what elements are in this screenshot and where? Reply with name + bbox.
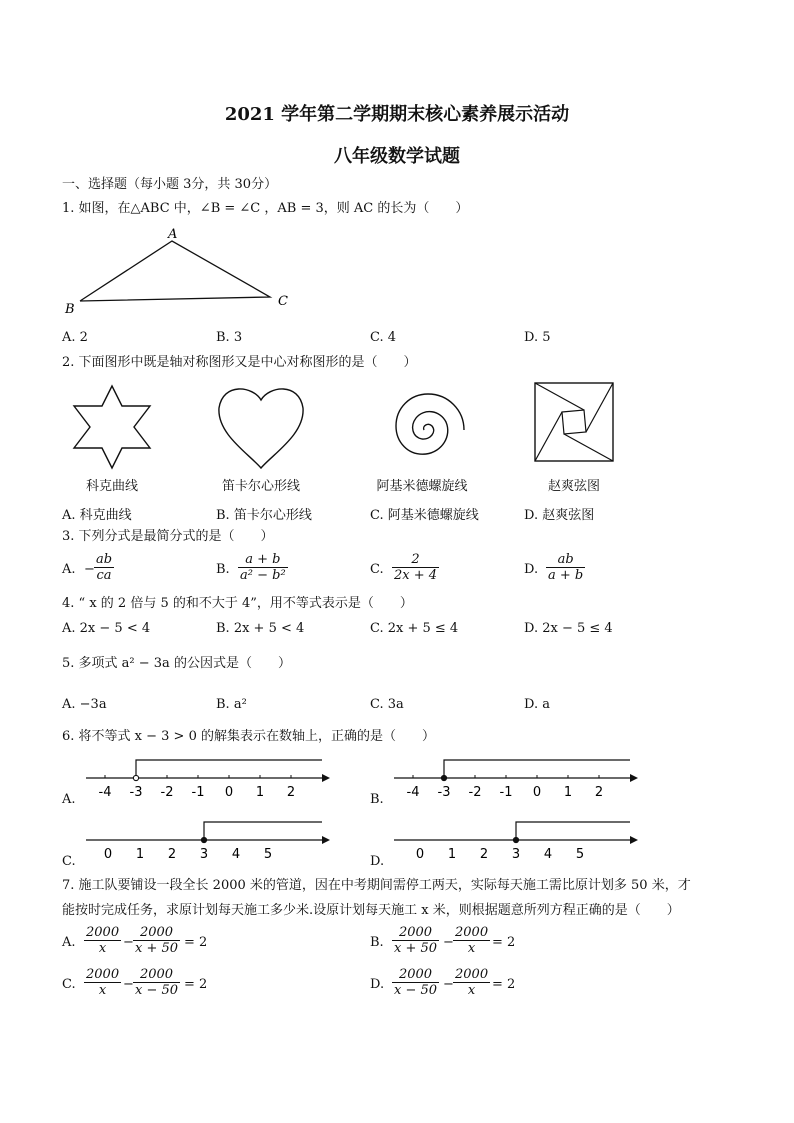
q7-letter-d: D. (370, 977, 385, 992)
tick-label: -3 (437, 785, 451, 800)
q7-c-den2: x − 50 (135, 983, 179, 998)
q7-d-equals: = 2 (492, 977, 516, 992)
q7-c-frac2 (133, 967, 180, 998)
q7-b-frac1 (392, 925, 439, 956)
q6-letter-a: A. (62, 792, 76, 807)
tick-label: 0 (103, 847, 113, 862)
q7-d-minus: − (443, 977, 454, 992)
q4-option-b: B. 2x + 5 < 4 (216, 621, 305, 636)
page-title: 2021 学年第二学期期末核心素养展示活动 (224, 104, 570, 125)
q1-option-d: D. 5 (524, 330, 551, 345)
question-2-stem: 2. 下面图形中既是轴对称图形又是中心对称图形的是（ ） (62, 355, 417, 370)
q2-option-b: B. 笛卡尔心形线 (216, 508, 312, 523)
q7-b-minus: − (443, 935, 454, 950)
q3-a-numerator: ab (96, 552, 113, 567)
tick-label: 0 (224, 785, 234, 800)
q3-fraction-a (94, 552, 114, 583)
tick-label: 2 (479, 847, 489, 862)
tick-label: 1 (563, 785, 573, 800)
q6-letter-d: D. (370, 854, 385, 869)
q5-option-b: B. a² (216, 697, 247, 712)
q7-letter-b: B. (370, 935, 384, 950)
tick-label: 1 (255, 785, 265, 800)
q3-letter-b: B. (216, 562, 230, 577)
tick-label: 2 (167, 847, 177, 862)
tick-label: 0 (415, 847, 425, 862)
question-1-stem: 1. 如图，在△ABC 中，∠B = ∠C ，AB = 3，则 AC 的长为（ ） (62, 201, 469, 216)
q4-option-d: D. 2x − 5 ≤ 4 (524, 621, 613, 636)
tick-label: -2 (468, 785, 482, 800)
tick-label: 3 (511, 847, 521, 862)
q7-a-equals: = 2 (184, 935, 208, 950)
tick-label: -2 (160, 785, 174, 800)
q3-letter-c: C. (370, 562, 384, 577)
tick-label: -3 (129, 785, 143, 800)
triangle-figure (60, 225, 300, 320)
q3-letter-d: D. (524, 562, 539, 577)
q3-fraction-d (546, 552, 585, 583)
q1-option-b: B. 3 (216, 330, 243, 345)
cardioid-figure (215, 384, 307, 470)
q4-option-a: A. 2x − 5 < 4 (62, 621, 151, 636)
zhao-shuang-figure (534, 382, 616, 464)
q3-fraction-b (238, 552, 288, 583)
q2-option-c: C. 阿基米德螺旋线 (370, 508, 479, 523)
q4-option-c: C. 2x + 5 ≤ 4 (370, 621, 459, 636)
caption-koch: 科克曲线 (85, 479, 138, 494)
number-line-d (394, 816, 644, 866)
q5-option-c: C. 3a (370, 697, 404, 712)
tick-label: 1 (447, 847, 457, 862)
q3-a-sign: − (84, 562, 95, 577)
q7-b-equals: = 2 (492, 935, 516, 950)
q7-d-num2: 2000 (455, 967, 489, 982)
tick-label: -1 (191, 785, 205, 800)
tick-label: 1 (135, 847, 145, 862)
question-3-stem: 3. 下列分式是最简分式的是（ ） (62, 529, 274, 544)
q7-a-den2: x + 50 (135, 941, 179, 956)
q3-b-denominator: a² − b² (240, 568, 286, 583)
q3-fraction-c (392, 552, 439, 583)
tick-label: -4 (406, 785, 420, 800)
q3-b-numerator: a + b (238, 552, 288, 568)
q7-letter-a: A. (62, 935, 76, 950)
q1-option-c: C. 4 (370, 330, 397, 345)
q7-c-den1: x (98, 983, 107, 998)
number-line-b (394, 754, 644, 804)
tick-label: 0 (532, 785, 542, 800)
q7-c-minus: − (123, 977, 134, 992)
q2-option-a: A. 科克曲线 (62, 508, 132, 523)
section-heading: 一、选择题（每小题 3分，共 30分） (62, 177, 278, 192)
q3-c-denominator: 2x + 4 (394, 568, 438, 583)
tick-label: 2 (286, 785, 296, 800)
caption-zhaoshuang: 赵爽弦图 (547, 479, 600, 494)
q1-option-a: A. 2 (62, 330, 88, 345)
tick-label: 4 (231, 847, 241, 862)
vertex-label-b: B (65, 302, 75, 317)
q7-a-frac1 (84, 925, 121, 956)
q3-d-numerator: ab (546, 552, 585, 568)
tick-label: 4 (543, 847, 553, 862)
q7-b-den2: x (467, 941, 476, 956)
q7-a-minus: − (123, 935, 134, 950)
vertex-label-c: C (278, 294, 288, 309)
tick-label: 5 (575, 847, 585, 862)
q5-option-d: D. a (524, 697, 550, 712)
number-line-a (86, 754, 336, 804)
q3-letter-a: A. (62, 562, 76, 577)
q7-c-num1: 2000 (86, 967, 120, 982)
q7-b-den1: x + 50 (394, 941, 438, 956)
q7-c-num2: 2000 (133, 967, 180, 983)
tick-label: -1 (499, 785, 513, 800)
q3-a-denominator: ca (96, 568, 112, 583)
question-7-stem-line2: 能按时完成任务，求原计划每天施工多少米.设原计划每天施工 x 米，则根据题意所列方程正确的是（ ） (62, 903, 680, 918)
q7-d-frac1 (392, 967, 439, 998)
question-5-stem: 5. 多项式 a² − 3a 的公因式是（ ） (62, 656, 291, 671)
q7-a-frac2 (133, 925, 180, 956)
q7-b-num2: 2000 (455, 925, 489, 940)
q6-letter-c: C. (62, 854, 76, 869)
caption-spiral: 阿基米德螺旋线 (376, 479, 468, 494)
q7-b-num1: 2000 (392, 925, 439, 941)
caption-cardioid: 笛卡尔心形线 (221, 479, 300, 494)
page-subtitle: 八年级数学试题 (334, 146, 460, 167)
q7-a-den1: x (98, 941, 107, 956)
q2-option-d: D. 赵爽弦图 (524, 508, 595, 523)
vertex-label-a: A (168, 227, 178, 242)
q3-d-denominator: a + b (548, 568, 584, 583)
question-7-stem-line1: 7. 施工队要铺设一段全长 2000 米的管道，因在中考期间需停工两天，实际每天施工需比原计划多 50 米，才 (62, 878, 691, 893)
q3-c-numerator: 2 (392, 552, 439, 568)
q7-b-frac2 (453, 925, 490, 956)
koch-star-figure (66, 384, 158, 470)
q7-a-num2: 2000 (133, 925, 180, 941)
question-6-stem: 6. 将不等式 x − 3 > 0 的解集表示在数轴上，正确的是（ ） (62, 729, 435, 744)
q7-a-num1: 2000 (86, 925, 120, 940)
q7-d-frac2 (453, 967, 490, 998)
spiral-figure (374, 382, 470, 472)
q6-letter-b: B. (370, 792, 384, 807)
q7-d-num1: 2000 (392, 967, 439, 983)
q7-d-den1: x − 50 (394, 983, 438, 998)
question-4-stem: 4. “ x 的 2 倍与 5 的和不大于 4”，用不等式表示是（ ） (62, 596, 413, 611)
tick-label: 3 (199, 847, 209, 862)
tick-label: 5 (263, 847, 273, 862)
q7-c-equals: = 2 (184, 977, 208, 992)
q7-c-frac1 (84, 967, 121, 998)
q5-option-a: A. −3a (62, 697, 107, 712)
tick-label: 2 (594, 785, 604, 800)
tick-label: -4 (98, 785, 112, 800)
number-line-c (86, 816, 336, 866)
q7-d-den2: x (467, 983, 476, 998)
q7-letter-c: C. (62, 977, 76, 992)
